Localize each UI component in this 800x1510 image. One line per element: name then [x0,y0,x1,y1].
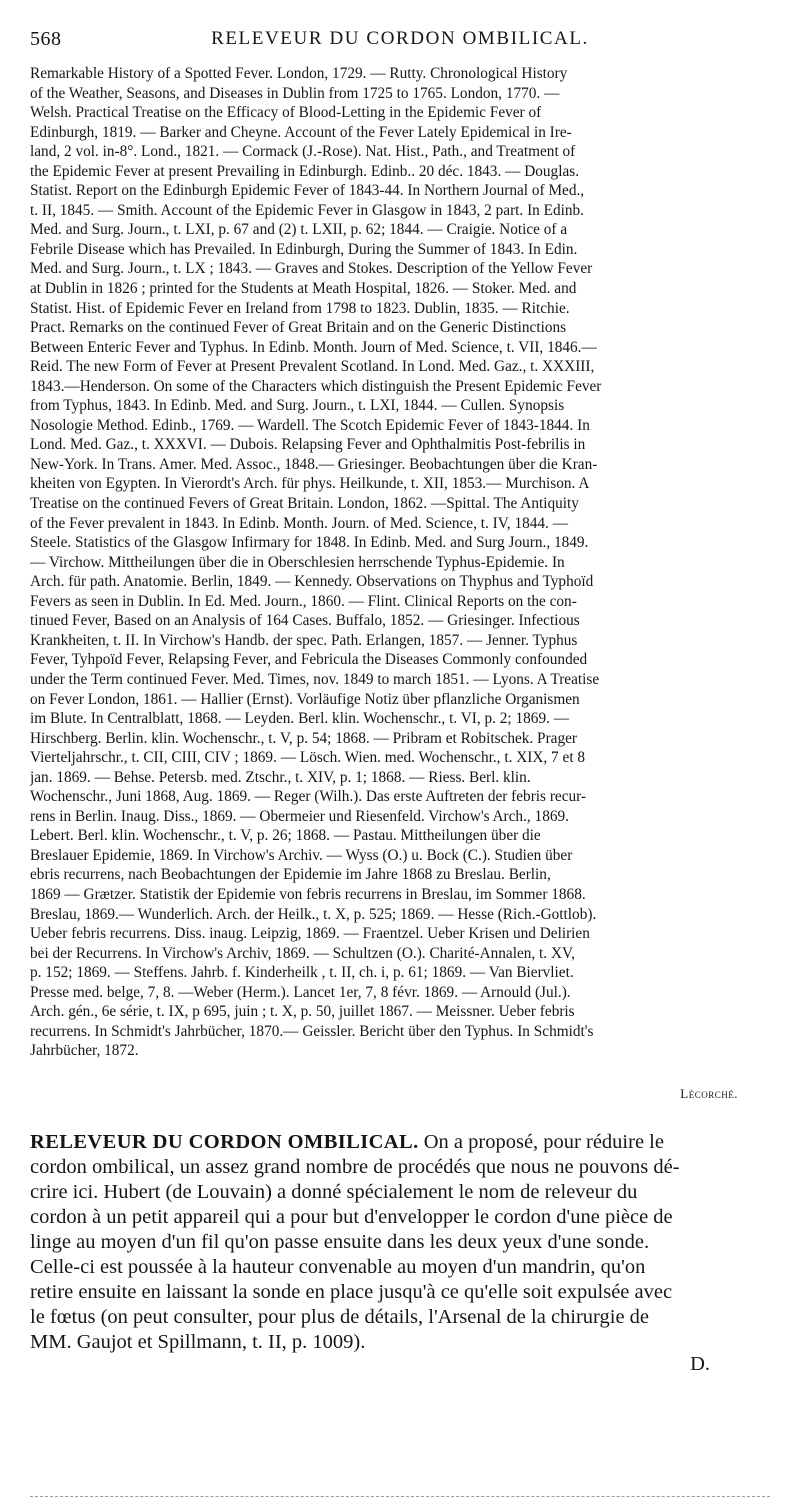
article-line: cordon ombilical, un assez grand nombre de procédés que nous ne pouvons dé- [30,1156,680,1178]
article-line: crire ici. Hubert (de Louvain) a donné spécialement le nom de releveur du [30,1181,638,1203]
article-line: linge au moyen d'un fil qu'on passe ensuite dans les deux yeux d'une sonde. [30,1231,650,1253]
bibliography-line: Reid. The new Form of Fever at Present Prevalent Scotland. In Lond. Med. Gaz., t. XXXIII, [30,358,595,376]
bibliography-line: on Fever London, 1861. — Hallier (Ernst). Vorläufige Notiz über pflanzliche Organismen [30,690,580,708]
bottom-rule [30,1496,770,1497]
bibliography-line: Welsh. Practical Treatise on the Efficacy of Blood-Letting in the Epidemic Fever of [30,104,542,122]
bibliography-line: Statist. Hist. of Epidemic Fever en Ireland from 1798 to 1823. Dublin, 1835. — Ritchie. [30,299,570,317]
bibliography-signature: Lécorché. [680,1086,738,1101]
article-line: Celle-ci est poussée à la hauteur convenable au moyen d'un mandrin, qu'on [30,1256,646,1278]
running-title: RELEVEUR DU CORDON OMBILICAL. [211,28,589,49]
bibliography-line: under the Term continued Fever. Med. Times, nov. 1849 to march 1851. — Lyons. A Treatise [30,670,600,688]
bibliography-line: Presse med. belge, 7, 8. —Weber (Herm.). Lancet 1er, 7, 8 févr. 1869. — Arnould (Jul.). [30,983,571,1001]
bibliography-line: Arch. für path. Anatomie. Berlin, 1849. — Kennedy. Observations on Thyphus and Typhoïd [30,573,594,591]
bibliography-line: 1843.—Henderson. On some of the Characters which distinguish the Present Epidemic Fever [30,377,602,395]
bibliography-block [30,64,770,1061]
bibliography-line: New-York. In Trans. Amer. Med. Assoc., 1848.— Griesinger. Beobachtungen über die Kran- [30,455,598,473]
bibliography-line: at Dublin in 1826 ; printed for the Students at Meath Hospital, 1826. — Stoker. Med. and [30,280,577,298]
bibliography-line: Statist. Report on the Edinburgh Epidemic Fever of 1843-44. In Northern Journal of Med., [30,182,585,200]
bibliography-line: Fever, Tyhpoïd Fever, Relapsing Fever, and Febricula the Diseases Commonly confounded [30,651,588,669]
page-header [30,28,770,58]
bibliography-line: Edinburgh, 1819. — Barker and Cheyne. Account of the Fever Lately Epidemical in Ire- [30,123,572,141]
bibliography-line: Med. and Surg. Journ., t. LXI, p. 67 and (2) t. LXII, p. 62; 1844. — Craigie. Notice of a [30,221,568,239]
bibliography-line: Vierteljahrschr., t. CII, CIII, CIV ; 1869. — Lösch. Wien. med. Wochenschr., t. XIX, 7 et 8 [30,749,586,767]
article-entry [30,1130,770,1355]
bibliography-line: Arch. gén., 6e série, t. IX, p 695, juin ; t. X, p. 50, juillet 1867. — Meissner. Ueber febris [30,1003,575,1021]
bibliography-line: of the Weather, Seasons, and Diseases in Dublin from 1725 to 1765. London, 1770. — [30,84,560,102]
article-first-line [30,1130,770,1155]
bibliography-line: Nosologie Method. Edinb., 1769. — Wardell. The Scotch Epidemic Fever of 1843-1844. In [30,416,590,434]
article-line: retire ensuite en laissant la sonde en place jusqu'à ce qu'elle soit expulsée avec [30,1281,673,1303]
bibliography-line: Lond. Med. Gaz., t. XXXVI. — Dubois. Relapsing Fever and Ophthalmitis Post-febrilis in [30,436,586,454]
article-line: le fœtus (on peut consulter, pour plus de détails, l'Arsenal de la chirurgie de [30,1306,650,1328]
bibliography-line: Remarkable History of a Spotted Fever. London, 1729. — Rutty. Chronological History [30,65,568,82]
bibliography-line: jan. 1869. — Behse. Petersb. med. Ztschr., t. XIV, p. 1; 1868. — Riess. Berl. klin. [30,768,531,786]
bibliography-line: Fevers as seen in Dublin. In Ed. Med. Journ., 1860. — Flint. Clinical Reports on the con- [30,592,577,610]
bibliography-line: the Epidemic Fever at present Prevailing in Edinburgh. Edinb.. 20 déc. 1843. — Douglas. [30,162,580,180]
bibliography-line: Treatise on the continued Fevers of Great Britain. London, 1862. —Spittal. The Antiquity [30,495,579,513]
article-line: cordon à un petit appareil qui a pour but d'envelopper le cordon d'une pièce de [30,1206,673,1228]
bibliography-line: rens in Berlin. Inaug. Diss., 1869. — Obermeier und Riesenfeld. Virchow's Arch., 1869. [30,807,569,825]
bibliography-line: Lebert. Berl. klin. Wochenschr., t. V, p. 26; 1868. — Pastau. Mittheilungen über die [30,827,541,845]
bibliography-line: Krankheiten, t. II. In Virchow's Handb. der spec. Path. Erlangen, 1857. — Jenner. Typhus [30,631,578,649]
bibliography-line: kheiten von Egypten. In Vierordt's Arch. für phys. Heilkunde, t. XII, 1853.— Murchison. A [30,475,590,493]
bibliography-line: — Virchow. Mittheilungen über die in Oberschlesien herrschende Typhus-Epidemie. In [30,553,565,571]
bibliography-line: Steele. Statistics of the Glasgow Infirmary for 1848. In Edinb. Med. and Surg Journ., 1849. [30,534,589,552]
bibliography-line: Ueber febris recurrens. Diss. inaug. Leipzig, 1869. — Fraentzel. Ueber Krisen und Delirien [30,925,590,943]
article-line: MM. Gaujot et Spillmann, t. II, p. 1009). [30,1331,366,1353]
bibliography-line: land, 2 vol. in-8°. Lond., 1821. — Cormack (J.-Rose). Nat. Hist., Path., and Treatment of [30,143,576,161]
bibliography-line: of the Fever prevalent in 1843. In Edinb. Month. Journ. of Med. Science, t. IV, 1844. — [30,514,568,532]
article-headword: RELEVEUR DU CORDON OMBILICAL. [30,1131,419,1153]
bibliography-line: Pract. Remarks on the continued Fever of Great Britain and on the Generic Distinctions [30,319,567,337]
bibliography-line: tinued Fever, Based on an Analysis of 164 Cases. Buffalo, 1852. — Griesinger. Infectious [30,612,580,630]
bibliography-line: from Typhus, 1843. In Edinb. Med. and Surg. Journ., t. LXI, 1844. — Cullen. Synopsis [30,397,565,415]
bibliography-line: t. II, 1845. — Smith. Account of the Epidemic Fever in Glasgow in 1843, 2 part. In Edinb. [30,201,585,219]
bibliography-line: Jahrbücher, 1872. [30,1042,139,1060]
bibliography-line: im Blute. In Centralblatt, 1868. — Leyden. Berl. klin. Wochenschr., t. VI, p. 2; 1869. — [30,710,570,728]
bibliography-line: Febrile Disease which has Prevailed. In Edinburgh, During the Summer of 1843. In Edin. [30,240,578,258]
article-signature: D. [690,1353,710,1375]
article-first-line-text: On a proposé, pour réduire le [418,1131,664,1153]
bibliography-line: ebris recurrens, nach Beobachtungen der Epidemie im Jahre 1868 zu Breslau. Berlin, [30,866,551,884]
bibliography-line: recurrens. In Schmidt's Jahrbücher, 1870.— Geissler. Bericht über den Typhus. In Schmidt's [30,1022,594,1040]
bibliography-line: Wochenschr., Juni 1868, Aug. 1869. — Reger (Wilh.). Das erste Auftreten der febris recur- [30,788,587,806]
page-number: 568 [30,28,62,50]
bibliography-line: 1869 — Grætzer. Statistik der Epidemie von febris recurrens in Breslau, im Sommer 1868. [30,885,586,903]
bibliography-line: Breslauer Epidemie, 1869. In Virchow's Archiv. — Wyss (O.) u. Bock (C.). Studien über [30,846,573,864]
bibliography-line: Hirschberg. Berlin. klin. Wochenschr., t. V, p. 54; 1868. — Pribram et Robitschek. Prager [30,729,577,747]
bibliography-line: bei der Recurrens. In Virchow's Archiv, 1869. — Schultzen (O.). Charité-Annalen, t. XV, [30,944,575,962]
bibliography-line: Between Enteric Fever and Typhus. In Edinb. Month. Journ of Med. Science, t. VII, 1846.— [30,338,597,356]
bibliography-line: Breslau, 1869.— Wunderlich. Arch. der Heilk., t. X, p. 525; 1869. — Hesse (Rich.-Gottlob). [30,905,597,923]
bibliography-line: Med. and Surg. Journ., t. LX ; 1843. — Graves and Stokes. Description of the Yellow Fever [30,260,593,278]
bibliography-line: p. 152; 1869. — Steffens. Jahrb. f. Kinderheilk , t. II, ch. i, p. 61; 1869. — Van Biervliet. [30,964,574,982]
